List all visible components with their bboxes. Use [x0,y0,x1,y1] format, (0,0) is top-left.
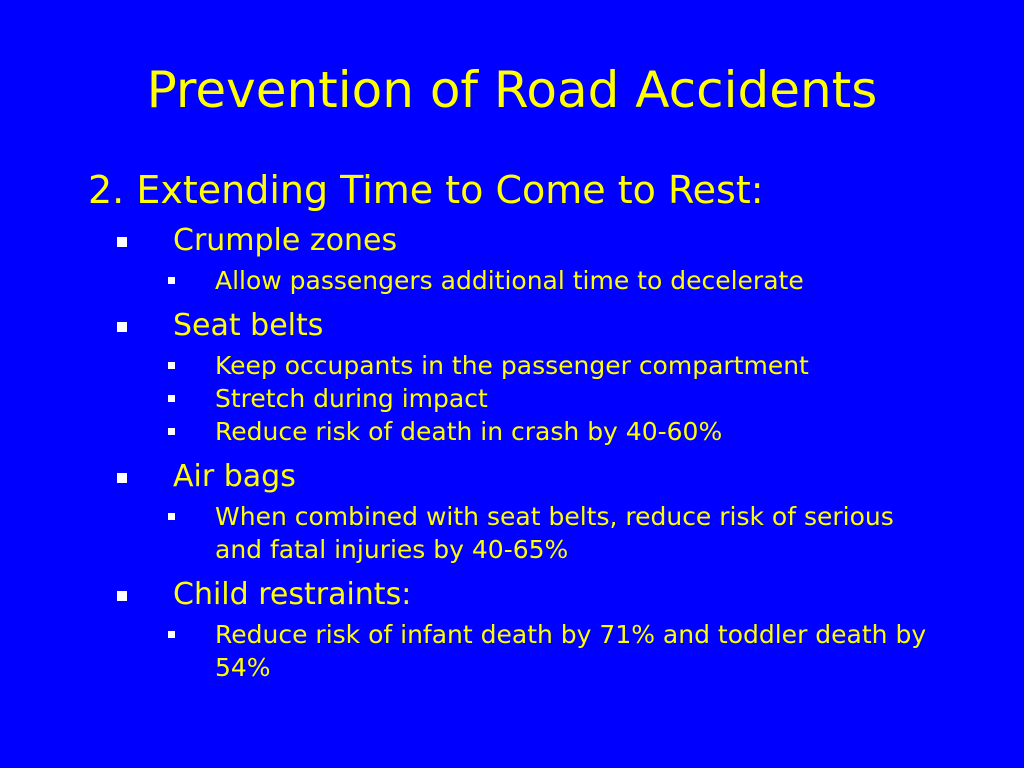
square-bullet-icon [117,322,127,332]
square-bullet-icon [117,237,127,247]
sub-bullet-item [0,415,935,448]
bullet-item-label: Air bags [173,459,296,494]
bullet-item-label: Crumple zones [173,223,398,258]
section-heading: 2. Extending Time to Come to Rest: [88,168,764,212]
slide-title: Prevention of Road Accidents [146,61,878,119]
sub-bullet-text: Reduce risk of infant death by 71% and toddler death by 54% [215,620,927,682]
square-bullet-icon [117,591,127,601]
sub-bullet-item [0,382,935,415]
sub-bullet-item [0,349,935,382]
sub-bullet-text: Keep occupants in the passenger compartment [215,351,809,380]
square-bullet-icon [168,277,175,284]
bullet-item-label: Seat belts [173,308,324,343]
bullet-list [0,218,1024,684]
square-bullet-icon [168,631,175,638]
sub-bullet-item [0,500,935,566]
sub-bullet-text: When combined with seat belts, reduce risk of serious and fatal injuries by 40-65% [215,502,894,564]
bullet-item-air-bags [0,454,1024,500]
bullet-item-crumple-zones [0,218,1024,264]
bullet-item-child-restraints [0,572,1024,618]
square-bullet-icon [168,428,175,435]
sub-bullet-text: Allow passengers additional time to decelerate [215,266,804,295]
sub-bullet-text: Stretch during impact [215,384,488,413]
square-bullet-icon [117,473,127,483]
sub-bullet-text: Reduce risk of death in crash by 40-60% [215,417,723,446]
square-bullet-icon [168,513,175,520]
bullet-item-label: Child restraints: [173,577,412,612]
square-bullet-icon [168,362,175,369]
square-bullet-icon [168,395,175,402]
bullet-item-seat-belts [0,303,1024,349]
sub-bullet-item [0,618,935,684]
sub-bullet-item [0,264,935,297]
